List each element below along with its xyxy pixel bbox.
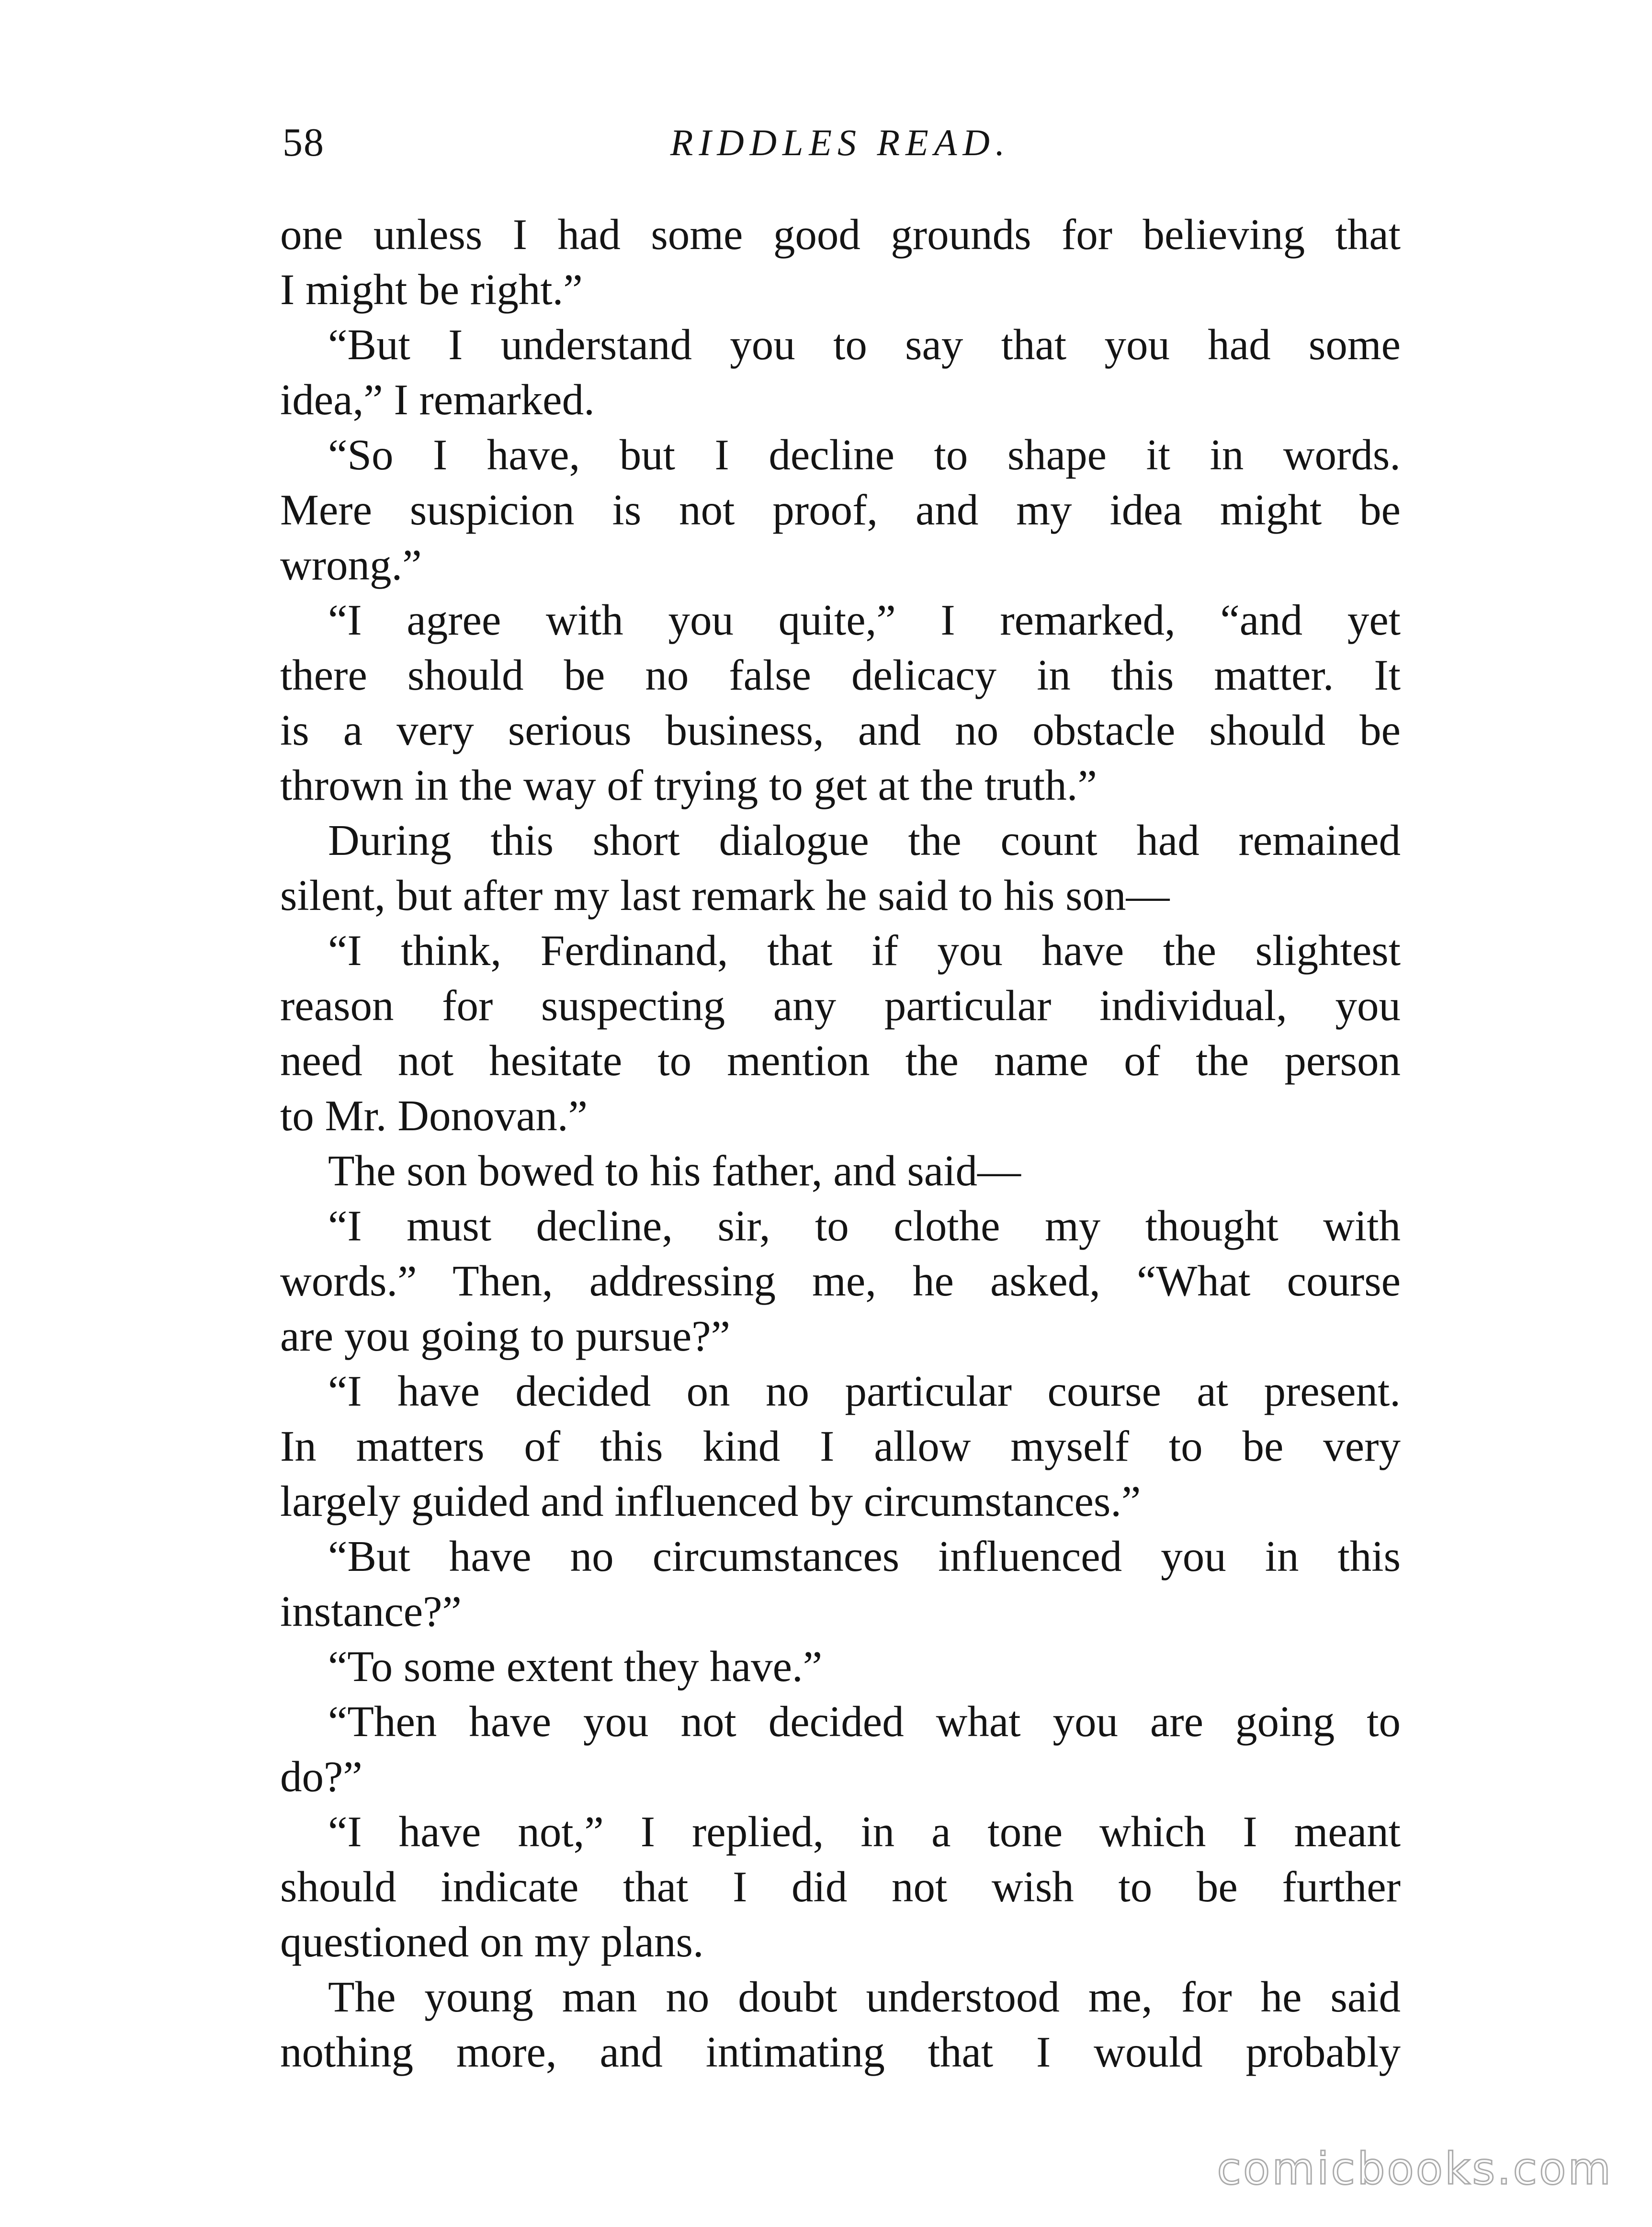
text-line: are you going to pursue?” [280,1312,731,1360]
text-line: is a very serious business, and no obstacle should be [280,706,1401,754]
text-line: there should be no false delicacy in this matter. It [280,651,1401,699]
text-line: “I have decided on no particular course at present. [328,1367,1401,1415]
text-line: do?” [280,1752,362,1801]
text-line: “So I have, but I decline to shape it in words. [328,431,1401,479]
page-header [283,114,1398,171]
text-line: need not hesitate to mention the name of the person [280,1036,1401,1085]
text-line: “But I understand you to say that you had some [328,320,1401,369]
text-line: The son bowed to his father, and said— [328,1147,1021,1195]
text-line: instance?” [280,1587,462,1636]
text-line: words.” Then, addressing me, he asked, “What course [280,1257,1401,1305]
text-line: thrown in the way of trying to get at the truth.” [280,761,1097,809]
text-line: “But have no circumstances influenced you in this [328,1532,1401,1580]
page-number: 58 [283,120,325,165]
text-line: one unless I had some good grounds for believing that [280,210,1401,259]
text-line: “I must decline, sir, to clothe my thought with [328,1202,1401,1250]
text-line: questioned on my plans. [280,1918,704,1966]
watermark: comicbooks.com [1217,2143,1613,2194]
text-line: reason for suspecting any particular individual, you [280,981,1401,1030]
text-line: During this short dialogue the count had remained [328,816,1401,864]
text-line: “To some extent they have.” [328,1642,823,1691]
body-text [280,207,1401,2079]
text-line: “I agree with you quite,” I remarked, “and yet [328,596,1401,644]
text-line: nothing more, and intimating that I would probably [280,2028,1401,2076]
text-line: should indicate that I did not wish to be further [280,1863,1401,1911]
text-line: “I have not,” I replied, in a tone which I meant [328,1807,1401,1856]
text-line: to Mr. Donovan.” [280,1091,588,1140]
text-line: silent, but after my last remark he said to his son— [280,871,1170,920]
text-line: “I think, Ferdinand, that if you have the slightest [328,926,1401,975]
text-line: “Then have you not decided what you are going to [328,1697,1401,1746]
text-line: The young man no doubt understood me, for he said [328,1973,1401,2021]
text-line: largely guided and influenced by circumstances.” [280,1477,1141,1525]
text-line: I might be right.” [280,265,583,314]
running-title: RIDDLES READ. [670,122,1011,163]
text-line: In matters of this kind I allow myself to be very [280,1422,1401,1470]
text-line: wrong.” [280,541,422,589]
text-line: idea,” I remarked. [280,375,595,424]
text-line: Mere suspicion is not proof, and my idea might be [280,486,1401,534]
